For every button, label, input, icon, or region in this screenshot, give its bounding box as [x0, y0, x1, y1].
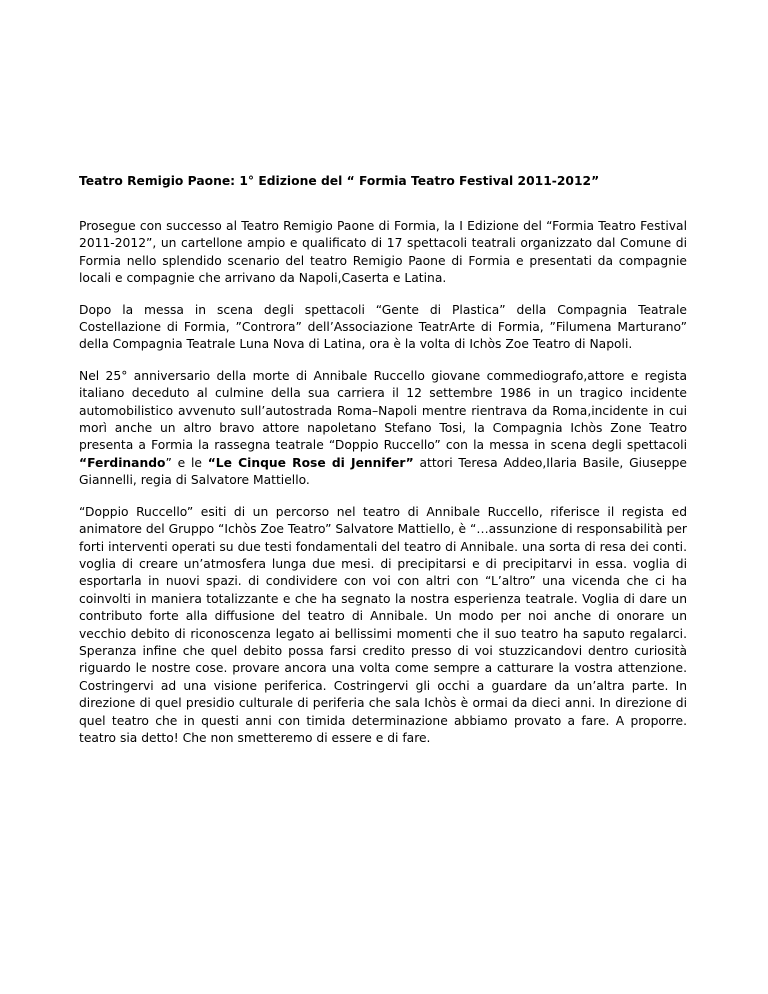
paragraph-text: ” e le — [165, 455, 208, 470]
document-body — [79, 172, 687, 761]
show-title-ferdinando: “Ferdinando — [79, 455, 166, 470]
paragraph-anniversary — [79, 368, 687, 490]
paragraph-text: Nel 25° anniversario della morte di Annibale Ruccello giovane commediografo,attore e regista italiano deceduto al culmine della sua carriera il 12 settembre 1986 in un tragico incidente automobilistico avvenuto sull’autostrada Roma–Napoli mentre rientrava da Roma,incidente in cui morì anche un altro bravo attore napoletano Stefano Tosi, la Compagnia Ichòs Zone Teatro presenta a Formia la rassegna teatrale “Doppio Ruccello” con la messa in scena degli spettacoli — [79, 368, 687, 453]
paragraph-text: Dopo la messa in scena degli spettacoli “Gente di Plastica” della Compagnia Teatrale Costellazione di Formia, ”Controra” dell’Associazione TeatrArte di Formia, ”Filumena Marturano” della Compagnia Teatrale Luna Nova di Latina, ora è la volta di Ichòs Zoe Teatro di Napoli. — [79, 302, 687, 352]
paragraph-previous-shows — [79, 302, 687, 354]
paragraph-text: attori Teresa Addeo,Ilaria Basile, Giuseppe Giannelli, regia di Salvatore Mattiello. — [79, 455, 687, 488]
paragraph-text: “Doppio Ruccello” esiti di un percorso nel teatro di Annibale Ruccello, riferisce il regista ed animatore del Gruppo “Ichòs Zoe Teatro” Salvatore Mattiello, è “…assunzione di responsabilità per forti interventi operati su due testi fondamentali del teatro di Annibale. una sorta di resa dei conti. voglia di creare un’atmosfera lunga due mesi. di precipitarsi e di precipitarvi in essa. voglia di esportarla in nuovi spazi. di condividere con voi con altri con “L’altro” una vicenda che ci ha coinvolti in maniera totalizzante e che ha segnato la nostra esperienza teatrale. Voglia di dare un contributo forte alla diffusione del teatro di Annibale. Un modo per noi anche di onorare un vecchio debito di riconoscenza legato ai bellissimi momenti che il suo teatro ha saputo regalarci. Speranza infine che quel debito possa farsi credito presso di voi stuzzicandovi dentro curiosità riguardo le nostre cose. provare ancora una volta come sempre a catturare la vostra attenzione. Costringervi ad una visione periferica. Costringervi gli occhi a guardare da un’altra parte. In direzione di quel presidio culturale di periferia che sala Ichòs è ormai da dieci anni. In direzione di quel teatro che in questi anni con timida determinazione abbiamo provato a fare. A proporre. teatro sia detto! Che non smetteremo di essere e di fare. — [79, 504, 687, 745]
paragraph-director-quote — [79, 504, 687, 748]
paragraph-text: Prosegue con successo al Teatro Remigio Paone di Formia, la I Edizione del “Formia Teatro Festival 2011-2012”, un cartellone ampio e qualificato di 17 spettacoli teatrali organizzato dal Comune di Formia nello splendido scenario del teatro Remigio Paone di Formia e presentati da compagnie locali e compagnie che arrivano da Napoli,Caserta e Latina. — [79, 219, 687, 286]
document-title: Teatro Remigio Paone: 1° Edizione del “ Formia Teatro Festival 2011-2012” — [79, 174, 600, 188]
show-title-cinque-rose: “Le Cinque Rose di Jennifer” — [207, 455, 414, 470]
paragraph-intro — [79, 218, 687, 288]
